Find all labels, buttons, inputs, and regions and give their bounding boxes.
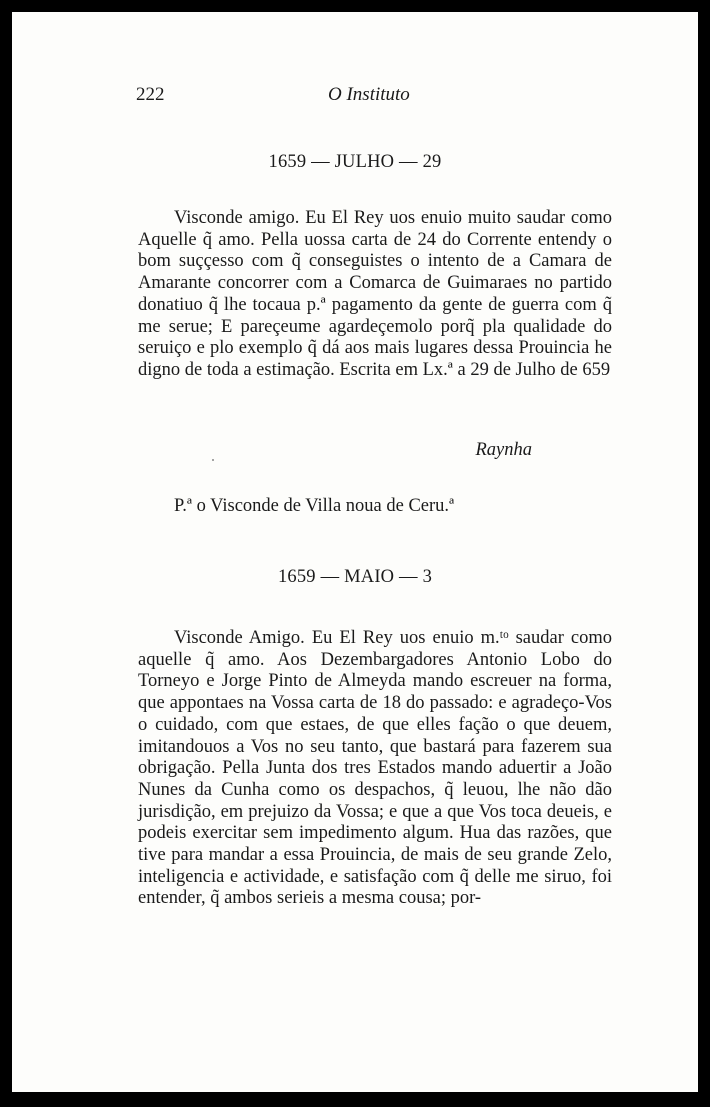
letter-1-signature: Raynha xyxy=(475,440,532,460)
document-page xyxy=(12,12,698,1092)
journal-title: O Instituto xyxy=(328,84,410,105)
letter-1-date-heading: 1659 — JULHO — 29 xyxy=(268,152,442,172)
letter-1-address: P.ª o Visconde de Villa noua de Ceru.ª xyxy=(174,496,455,516)
page-number: 222 xyxy=(136,84,165,105)
speck xyxy=(212,459,214,461)
letter-2-body: Visconde Amigo. Eu El Rey uos enuio m.ᵗᵒ saudar como aquelle q̃ amo. Aos Dezembargadores Antonio Lobo do Torneyo e Jorge Pinto de Almeyda mando escreuer na forma, que appontaes na Vossa carta de 18 do passado: e agradeço-Vos o cuidado, com que estaes, de que elles fação o que deuem, imitandouos a Vos no seu tanto, que bastará para fazerem sua obrigação. Pella Junta dos tres Estados mando aduertir a João Nunes da Cunha como os despachos, q̃ leuou, lhe não dão jurisdição, em prejuizo da Vossa; e que a que Vos toca deueis, e podeis exercitar sem impedimento algum. Hua das razões, que tive para mandar a essa Prouincia, de mais de seu grande Zelo, inteligencia e actividade, e satisfação com q̃ delle me siruo, foi entender, q̃ ambos serieis a mesma cousa; por- xyxy=(138,628,612,909)
letter-1-body: Visconde amigo. Eu El Rey uos enuio muito saudar como Aquelle q̃ amo. Pella uossa carta de 24 do Corrente entendy o bom suççesso com q̃ conseguistes o intento de a Camara de Amarante concorrer com a Comarca de Guimaraes no partido donatiuo q̃ lhe tocaua p.ª pagamento da gente de guerra com q̃ me serue; E pareçeume agardeçemolo porq̃ pla qualidade do seruiço e plo exemplo q̃ dá aos mais lugares dessa Prouincia he digno de toda a estimação. Escrita em Lx.ª a 29 de Julho de 659 xyxy=(138,208,612,380)
letter-2-date-heading: 1659 — MAIO — 3 xyxy=(277,567,433,587)
